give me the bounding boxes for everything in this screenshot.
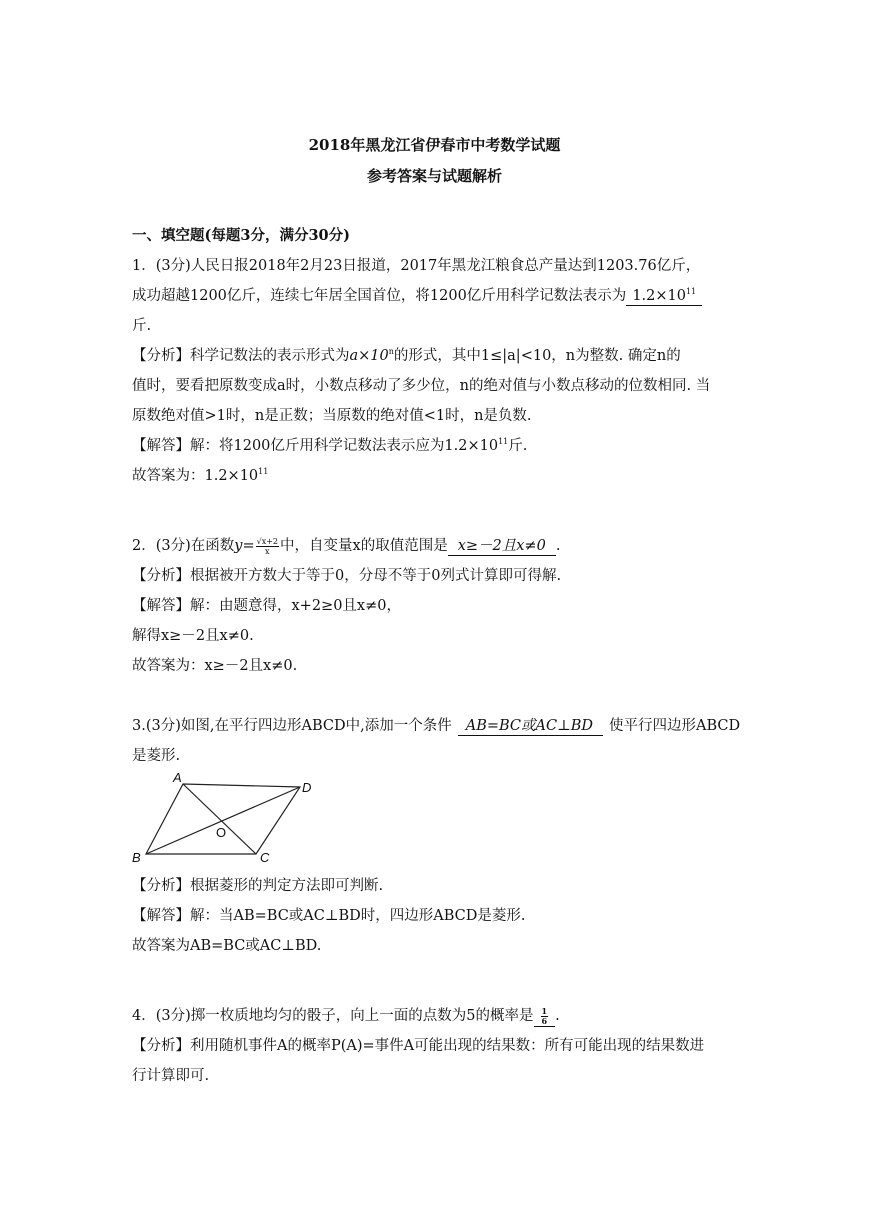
q3-line2: 是菱形. (132, 748, 181, 764)
q1-analysis-exp: n (388, 347, 394, 356)
q2-answer: x≥－2且x≠0 (448, 537, 556, 556)
q1-answer-base: 1.2×10 (632, 288, 686, 304)
q1-solution-text: 解：将1200亿斤用科学记数法表示应为1.2×10 (190, 438, 499, 454)
q1-line1: 1．(3分)人民日报2018年2月23日报道，2017年黑龙江粮食总产量达到1203.76亿斤， (132, 258, 701, 274)
q4-line1 (132, 1001, 560, 1031)
analysis-tag: 【分析】 (132, 348, 190, 364)
label-b: B (132, 850, 141, 865)
q3-solution (132, 906, 526, 926)
q1-final (132, 466, 268, 486)
q3-final: 故答案为AB=BC或AC⊥BD. (132, 938, 322, 954)
q4-analysis-line1 (132, 1036, 704, 1056)
q4-frac-den: 6 (541, 1015, 548, 1026)
q4-text-pre: 4．(3分)掷一枚质地均匀的骰子，向上一面的点数为5的概率是 (132, 1008, 534, 1024)
q3-line1 (132, 716, 740, 736)
q1-analysis-formula: a×10 (349, 348, 389, 364)
q3-solution-text: 解：当AB=BC或AC⊥BD时，四边形ABCD是菱形. (190, 908, 526, 924)
q4-analysis-line2: 行计算即可. (132, 1068, 210, 1084)
page-subtitle: 参考答案与试题解析 (366, 167, 502, 185)
solution-tag: 【解答】 (132, 908, 190, 924)
q2-text-pre: 2．(3分)在函数 (132, 538, 235, 554)
solution-tag: 【解答】 (132, 598, 190, 614)
q1-final-exp: 11 (258, 467, 269, 476)
q4-frac-num: 1 (541, 1005, 548, 1016)
q2-fraction (256, 537, 279, 556)
q2-frac-den: x (265, 546, 270, 556)
q3-text-post: 使平行四边形ABCD (609, 718, 741, 734)
diagonal-bd (146, 787, 300, 854)
q4-text-post: . (555, 1008, 560, 1024)
q4-answer (534, 1007, 556, 1027)
analysis-tag: 【分析】 (132, 1038, 190, 1054)
q1-line3: 斤. (132, 318, 152, 334)
q1-solution (132, 436, 527, 456)
analysis-tag: 【分析】 (132, 878, 190, 894)
q2-solution-text: 解：由题意得，x+2≥0且x≠0， (190, 598, 401, 614)
q3-analysis (132, 876, 383, 896)
q2-solve-line: 解得x≥－2且x≠0. (132, 628, 254, 644)
q2-text-mid: 中，自变量x的取值范围是 (280, 538, 448, 554)
q2-final: 故答案为：x≥－2且x≠0. (132, 658, 298, 674)
q1-analysis-text-c: 的形式，其中1≤|a|<10，n为整数. 确定n的 (393, 348, 681, 364)
q2-y: y= (234, 538, 255, 554)
label-a: A (173, 770, 182, 785)
solution-tag: 【解答】 (132, 438, 190, 454)
page-title: 2018年黑龙江省伊春市中考数学试题 (308, 136, 561, 154)
q1-line2-text: 成功超越1200亿斤，连续七年居全国首位，将1200亿斤用科学记数法表示为 (132, 288, 627, 304)
q1-final-text: 故答案为：1.2×10 (132, 468, 259, 484)
q1-analysis-text-a: 科学记数法的表示形式为 (190, 348, 350, 364)
q3-analysis-text: 根据菱形的判定方法即可判断. (190, 878, 384, 894)
q2-line1 (132, 531, 560, 561)
q3-text-pre: 3.(3分)如图,在平行四边形ABCD中,添加一个条件 (132, 718, 452, 734)
q4-analysis-text: 利用随机事件A的概率P(A)=事件A可能出现的结果数：所有可能出现的结果数进 (190, 1038, 705, 1054)
q1-analysis-line1 (132, 346, 681, 366)
q3-answer: AB=BC或AC⊥BD (458, 717, 603, 736)
label-c: C (260, 850, 270, 865)
label-d: D (302, 780, 312, 795)
section-heading: 一、填空题(每题3分，满分30分) (132, 227, 350, 244)
q1-analysis-line2: 值时，要看把原数变成a时，小数点移动了多少位，n的绝对值与小数点移动的位数相同. 当 (132, 378, 711, 394)
q2-analysis (132, 566, 561, 586)
q1-answer-exp: 11 (685, 287, 697, 296)
q2-analysis-text: 根据被开方数大于等于0，分母不等于0列式计算即可得解. (190, 568, 562, 584)
q2-solution (132, 596, 401, 616)
label-o: O (216, 825, 227, 840)
q1-solution-exp: 11 (498, 437, 509, 446)
parallelogram-figure (128, 770, 328, 865)
q2-frac-num: √x+2 (256, 536, 279, 546)
q1-answer (626, 287, 702, 306)
q1-line2 (132, 286, 702, 306)
q1-analysis-line3: 原数绝对值>1时，n是正数；当原数的绝对值<1时，n是负数. (132, 408, 532, 424)
diagonal-ac (183, 784, 256, 854)
q4-fraction (541, 1007, 549, 1026)
q1-solution-unit: 斤. (508, 438, 528, 454)
q2-text-post: . (555, 538, 561, 554)
analysis-tag: 【分析】 (132, 568, 190, 584)
